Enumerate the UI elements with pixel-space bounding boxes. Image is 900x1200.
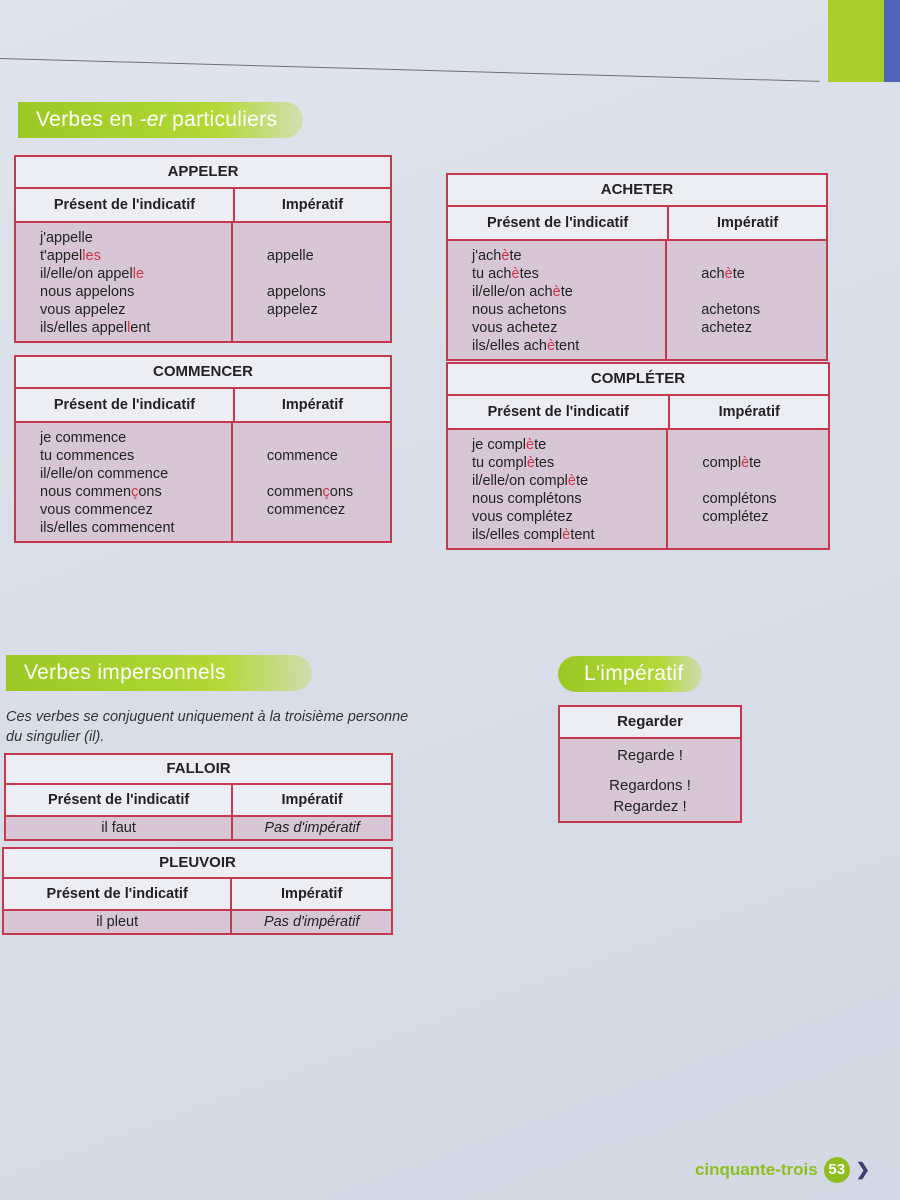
text-segment: il/elle/on compl (472, 473, 568, 489)
text-segment: te (509, 248, 522, 264)
highlighted-letter: è (526, 437, 535, 453)
header-present: Présent de l'indicatif (6, 785, 233, 815)
text-segment: tes (519, 266, 539, 282)
text-segment: ons (138, 484, 162, 500)
text-segment: nous commen (40, 484, 132, 500)
text-segment: appelez (266, 302, 318, 318)
table-title: COMPLÉTER (448, 364, 828, 396)
impersonnels-intro: Ces verbes se conjuguent uniquement à la troisième personne du singulier (il). (6, 709, 409, 745)
text-segment: ils/elles appel (40, 320, 128, 336)
conjugation-line (267, 283, 390, 301)
table-header (4, 879, 391, 911)
text-segment: je compl (472, 437, 526, 453)
conjugation-line (701, 319, 826, 337)
table-pleuvoir (2, 847, 393, 935)
imperatif-cell: Pas d'impératif (264, 820, 360, 836)
text-segment: il/elle/on commence (40, 466, 169, 482)
conjugation-line (472, 319, 665, 337)
text-segment: nous achetons (472, 302, 567, 318)
conjugation-line (40, 519, 231, 537)
section-banner-imperatif: L'impératif (558, 656, 702, 692)
conjugation-line (267, 301, 390, 319)
text-segment: achetez (701, 320, 753, 336)
table-regarder (558, 705, 742, 823)
text-segment: tent (570, 527, 595, 543)
conjugation-line (472, 265, 665, 283)
text-segment: nous appelons (40, 284, 135, 300)
page-edge-stripe (884, 0, 900, 82)
text-segment: tu compl (472, 455, 527, 471)
imperatif-column (668, 430, 828, 548)
table-falloir (4, 753, 393, 841)
chapter-tab-marker (828, 0, 884, 82)
table-title: FALLOIR (6, 755, 391, 785)
header-imperatif: Impératif (718, 404, 780, 420)
highlighted-letter: l (127, 320, 131, 336)
text-segment: te (732, 266, 745, 282)
conjugation-line (702, 490, 828, 508)
conjugation-line (702, 454, 828, 472)
text-segment: vous complétez (472, 509, 573, 525)
header-imperatif: Impératif (716, 215, 779, 231)
imperatif-column (233, 423, 390, 541)
conjugation-line (40, 247, 231, 265)
table-body (16, 423, 390, 541)
highlighted-letter: è (724, 266, 733, 282)
highlighted-letter: ç (131, 484, 139, 500)
highlighted-letter: le (132, 266, 145, 282)
text-segment: ach (701, 266, 725, 282)
conjugation-line (702, 436, 828, 454)
highlighted-letter: è (552, 284, 561, 300)
highlighted-letter: è (567, 473, 576, 489)
conjugation-line (40, 447, 231, 465)
imperatif-column (667, 241, 826, 359)
conjugation-line (472, 472, 666, 490)
text-segment: il/elle/on appel (40, 266, 133, 282)
conjugation-line (701, 265, 826, 283)
text-segment: tu ach (472, 266, 512, 282)
text-segment: nous complétons (472, 491, 582, 507)
table-title: APPELER (16, 157, 390, 189)
header-present: Présent de l'indicatif (16, 189, 235, 221)
imperatif-cell: Pas d'impératif (263, 914, 360, 930)
text-segment: commence (266, 448, 338, 464)
text-segment: ent (130, 320, 151, 336)
table-completer (446, 362, 830, 550)
section-banner-particuliers (18, 102, 303, 138)
table-header (448, 396, 828, 430)
conjugation-line (472, 247, 665, 265)
highlighted-letter: ç (322, 484, 330, 500)
text-segment: j'appelle (40, 230, 93, 246)
text-segment: tent (555, 338, 580, 354)
highlighted-letter: è (501, 248, 510, 264)
text-segment: tu commences (40, 448, 135, 464)
text-segment: te (534, 437, 547, 453)
conjugation-line (40, 283, 231, 301)
present-column (16, 423, 233, 541)
text-segment: compl (702, 455, 742, 471)
conjugation-line (701, 247, 826, 265)
conjugation-line (40, 501, 231, 519)
text-segment: te (576, 473, 589, 489)
text-segment: te (560, 284, 573, 300)
highlighted-letter: è (511, 266, 520, 282)
conjugation-line (40, 483, 231, 501)
present-column (448, 241, 667, 359)
page-number-words: cinquante-trois (694, 1160, 818, 1179)
table-body (448, 241, 826, 359)
table-acheter (446, 173, 828, 361)
text-segment: complétez (702, 509, 769, 525)
header-imperatif: Impératif (281, 397, 344, 413)
header-present: Présent de l'indicatif (16, 389, 235, 421)
conjugation-line (472, 490, 666, 508)
conjugation-line (267, 429, 390, 447)
header-imperatif: Impératif (281, 886, 343, 902)
conjugation-line (472, 283, 665, 301)
conjugation-line (40, 465, 231, 483)
conjugation-line (40, 429, 231, 447)
table-header (16, 389, 390, 423)
table-appeler (14, 155, 392, 343)
table-header (448, 207, 826, 241)
text-segment: complétons (702, 491, 777, 507)
header-present: Présent de l'indicatif (448, 207, 669, 239)
banner-prefix: Verbes en (36, 108, 140, 131)
text-segment: commencez (266, 502, 346, 518)
top-divider-line (0, 58, 820, 82)
text-segment: ils/elles compl (472, 527, 563, 543)
conjugation-line (267, 229, 390, 247)
conjugation-line (702, 526, 828, 544)
conjugation-line (267, 447, 390, 465)
highlighted-letter: les (82, 248, 101, 264)
highlighted-letter: è (546, 338, 556, 354)
table-title: Regarder (560, 707, 740, 739)
present-cell: il faut (6, 817, 233, 839)
conjugation-line (40, 319, 231, 337)
conjugation-line (267, 465, 390, 483)
text-segment: vous achetez (472, 320, 558, 336)
present-column (16, 223, 233, 341)
present-cell: il pleut (4, 911, 232, 933)
conjugation-line (472, 454, 666, 472)
conjugation-line (40, 265, 231, 283)
table-title: ACHETER (448, 175, 826, 207)
imperatif-line: Regarde ! (617, 747, 683, 764)
imperatif-line: Regardez ! (613, 798, 687, 815)
text-segment: vous commencez (40, 502, 153, 518)
conjugation-line (40, 229, 231, 247)
text-segment: ils/elles commencent (40, 520, 175, 536)
conjugation-line (701, 283, 826, 301)
imperatif-line: Regardons ! (609, 777, 691, 794)
table-body (560, 739, 740, 821)
header-present: Présent de l'indicatif (448, 396, 670, 428)
table-header (16, 189, 390, 223)
table-row (6, 817, 391, 839)
table-title: COMMENCER (16, 357, 390, 389)
table-body (448, 430, 828, 548)
text-segment: commen (266, 484, 323, 500)
imperatif-column (233, 223, 390, 341)
table-row (4, 911, 391, 933)
text-segment: j'ach (472, 248, 502, 264)
header-imperatif: Impératif (281, 792, 343, 808)
conjugation-line (702, 508, 828, 526)
page-footer (695, 1157, 870, 1183)
table-title: PLEUVOIR (4, 849, 391, 879)
conjugation-line (472, 508, 666, 526)
text-segment: appelons (266, 284, 326, 300)
text-segment: ils/elles ach (472, 338, 547, 354)
header-present: Présent de l'indicatif (4, 879, 232, 909)
highlighted-letter: è (526, 455, 535, 471)
text-segment: je commence (40, 430, 127, 446)
table-header (6, 785, 391, 817)
conjugation-line (472, 301, 665, 319)
text-segment: il/elle/on ach (472, 284, 553, 300)
banner-em: -er (139, 108, 166, 131)
section-banner-impersonnels: Verbes impersonnels (6, 655, 312, 691)
text-segment: te (749, 455, 762, 471)
conjugation-line (472, 436, 666, 454)
page-number-badge: 53 (824, 1157, 850, 1183)
conjugation-line (267, 265, 390, 283)
conjugation-line (472, 337, 665, 355)
conjugation-line (472, 526, 666, 544)
highlighted-letter: è (741, 455, 750, 471)
highlighted-letter: è (562, 527, 571, 543)
conjugation-line (40, 301, 231, 319)
present-column (448, 430, 668, 548)
conjugation-line (701, 337, 826, 355)
header-imperatif: Impératif (281, 197, 344, 213)
banner-suffix: particuliers (165, 108, 278, 131)
text-segment: achetons (701, 302, 761, 318)
conjugation-line (267, 247, 390, 265)
table-body (16, 223, 390, 341)
conjugation-line (702, 472, 828, 490)
conjugation-line (267, 519, 390, 537)
conjugation-line (267, 501, 390, 519)
conjugation-line (701, 301, 826, 319)
conjugation-line (267, 483, 390, 501)
chevron-right-icon: ❯ (855, 1160, 870, 1179)
text-segment: tes (534, 455, 555, 471)
text-segment: ons (329, 484, 354, 500)
text-segment: vous appelez (40, 302, 126, 318)
conjugation-line (267, 319, 390, 337)
text-segment: t'appel (40, 248, 83, 264)
table-commencer (14, 355, 392, 543)
text-segment: appelle (266, 248, 314, 264)
